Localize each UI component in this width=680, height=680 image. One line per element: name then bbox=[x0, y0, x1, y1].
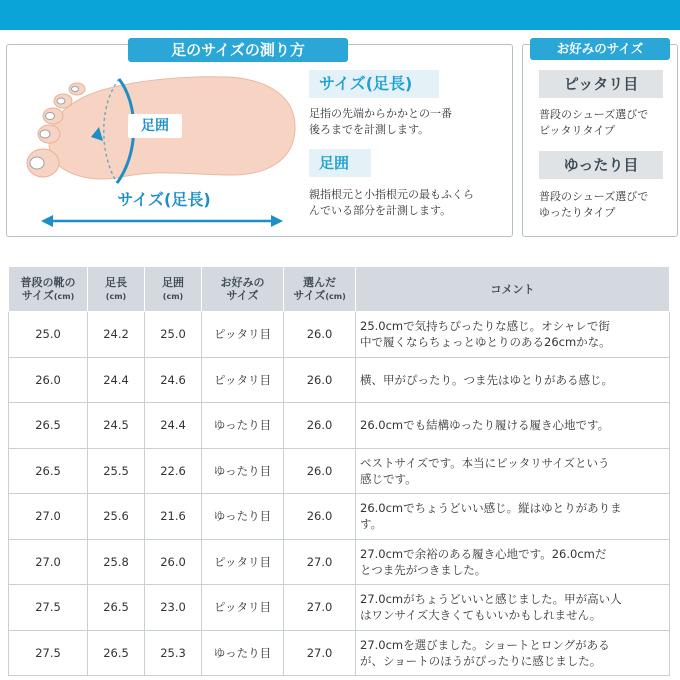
preference-panel bbox=[522, 41, 678, 237]
cell-foot-width: 21.6 bbox=[145, 494, 202, 540]
cell-usual-size: 26.5 bbox=[9, 448, 88, 494]
cell-chosen-size: 26.0 bbox=[284, 448, 356, 494]
cell-preference: ピッタリ目 bbox=[202, 539, 284, 585]
header-chosen-size: 選んだ サイズ(cm) bbox=[284, 267, 356, 312]
cell-foot-width: 25.0 bbox=[145, 312, 202, 358]
cell-comment: 27.0cmを選びました。ショートとロングがある が、ショートのほうがぴったりに感じました。 bbox=[356, 630, 670, 676]
cell-usual-size: 25.0 bbox=[9, 312, 88, 358]
cell-foot-length: 25.5 bbox=[88, 448, 145, 494]
cell-preference: ピッタリ目 bbox=[202, 585, 284, 631]
header-foot-length: 足長 (cm) bbox=[88, 267, 145, 312]
cell-comment: ベストサイズです。本当にピッタリサイズという 感じです。 bbox=[356, 448, 670, 494]
fit-snug-description: 普段のシューズ選びで ピッタリタイプ bbox=[539, 108, 649, 137]
top-banner bbox=[0, 0, 680, 30]
cell-comment: 27.0cmで余裕のある履き心地です。26.0cmだ とつま先がつきました。 bbox=[356, 539, 670, 585]
cell-comment: 27.0cmがちょうどいいと感じました。甲が高い人 はワンサイズ大きくてもいいかもしれません。 bbox=[356, 585, 670, 631]
cell-foot-length: 26.5 bbox=[88, 630, 145, 676]
length-arrow-right-icon bbox=[271, 215, 283, 227]
size-review-table bbox=[8, 266, 670, 676]
cell-foot-width: 22.6 bbox=[145, 448, 202, 494]
table-row bbox=[9, 585, 670, 631]
cell-usual-size: 26.5 bbox=[9, 403, 88, 449]
header-preference: お好みの サイズ bbox=[202, 267, 284, 312]
fit-loose-heading: ゆったり目 bbox=[539, 151, 663, 179]
preference-title: お好みのサイズ bbox=[530, 38, 670, 60]
cell-comment: 26.0cmでちょうどいい感じ。縦はゆとりがありま す。 bbox=[356, 494, 670, 540]
cell-foot-length: 26.5 bbox=[88, 585, 145, 631]
table-row bbox=[9, 539, 670, 585]
cell-preference: ピッタリ目 bbox=[202, 357, 284, 403]
cell-preference: ゆったり目 bbox=[202, 403, 284, 449]
cell-foot-length: 25.8 bbox=[88, 539, 145, 585]
table-row bbox=[9, 312, 670, 358]
cell-chosen-size: 26.0 bbox=[284, 357, 356, 403]
cell-usual-size: 27.5 bbox=[9, 585, 88, 631]
cell-comment: 横、甲がぴったり。つま先はゆとりがある感じ。 bbox=[356, 357, 670, 403]
cell-foot-width: 23.0 bbox=[145, 585, 202, 631]
width-heading: 足囲 bbox=[309, 149, 371, 177]
cell-foot-width: 25.3 bbox=[145, 630, 202, 676]
cell-preference: ゆったり目 bbox=[202, 448, 284, 494]
cell-usual-size: 26.0 bbox=[9, 357, 88, 403]
cell-comment: 26.0cmでも結構ゆったり履ける履き心地です。 bbox=[356, 403, 670, 449]
cell-foot-length: 24.4 bbox=[88, 357, 145, 403]
cell-usual-size: 27.0 bbox=[9, 494, 88, 540]
cell-chosen-size: 27.0 bbox=[284, 585, 356, 631]
cell-chosen-size: 27.0 bbox=[284, 630, 356, 676]
table-row bbox=[9, 448, 670, 494]
length-description: 足指の先端からかかとの一番 後ろまでを計測します。 bbox=[309, 107, 452, 136]
cell-usual-size: 27.5 bbox=[9, 630, 88, 676]
header-foot-width: 足囲 (cm) bbox=[145, 267, 202, 312]
cell-preference: ゆったり目 bbox=[202, 494, 284, 540]
cell-chosen-size: 26.0 bbox=[284, 312, 356, 358]
cell-chosen-size: 26.0 bbox=[284, 494, 356, 540]
header-comment: コメント bbox=[356, 267, 670, 312]
cell-foot-width: 26.0 bbox=[145, 539, 202, 585]
width-diagram-label: 足囲 bbox=[128, 114, 182, 138]
fit-snug-heading: ピッタリ目 bbox=[539, 70, 663, 98]
cell-foot-width: 24.6 bbox=[145, 357, 202, 403]
table-row bbox=[9, 357, 670, 403]
cell-preference: ピッタリ目 bbox=[202, 312, 284, 358]
cell-usual-size: 27.0 bbox=[9, 539, 88, 585]
measure-howto-panel bbox=[6, 41, 513, 237]
cell-foot-length: 25.6 bbox=[88, 494, 145, 540]
cell-foot-width: 24.4 bbox=[145, 403, 202, 449]
table-header-row bbox=[9, 267, 670, 312]
cell-chosen-size: 26.0 bbox=[284, 403, 356, 449]
fit-loose-description: 普段のシューズ選びで ゆったりタイプ bbox=[539, 190, 649, 219]
header-usual-size: 普段の靴の サイズ(cm) bbox=[9, 267, 88, 312]
table-row bbox=[9, 494, 670, 540]
length-heading: サイズ(足長) bbox=[309, 70, 439, 98]
width-description: 親指根元と小指根元の最もふくら んでいる部分を計測します。 bbox=[309, 188, 474, 217]
cell-foot-length: 24.5 bbox=[88, 403, 145, 449]
table-row bbox=[9, 630, 670, 676]
cell-comment: 25.0cmで気持ちぴったりな感じ。オシャレで街 中で履くならちょっとゆとりのある26cmかな。 bbox=[356, 312, 670, 358]
cell-chosen-size: 27.0 bbox=[284, 539, 356, 585]
table-row bbox=[9, 403, 670, 449]
length-diagram-label: サイズ(足長) bbox=[117, 190, 211, 209]
cell-foot-length: 24.2 bbox=[88, 312, 145, 358]
length-arrow-left-icon bbox=[41, 215, 53, 227]
cell-preference: ゆったり目 bbox=[202, 630, 284, 676]
measure-howto-title: 足のサイズの測り方 bbox=[128, 38, 348, 62]
